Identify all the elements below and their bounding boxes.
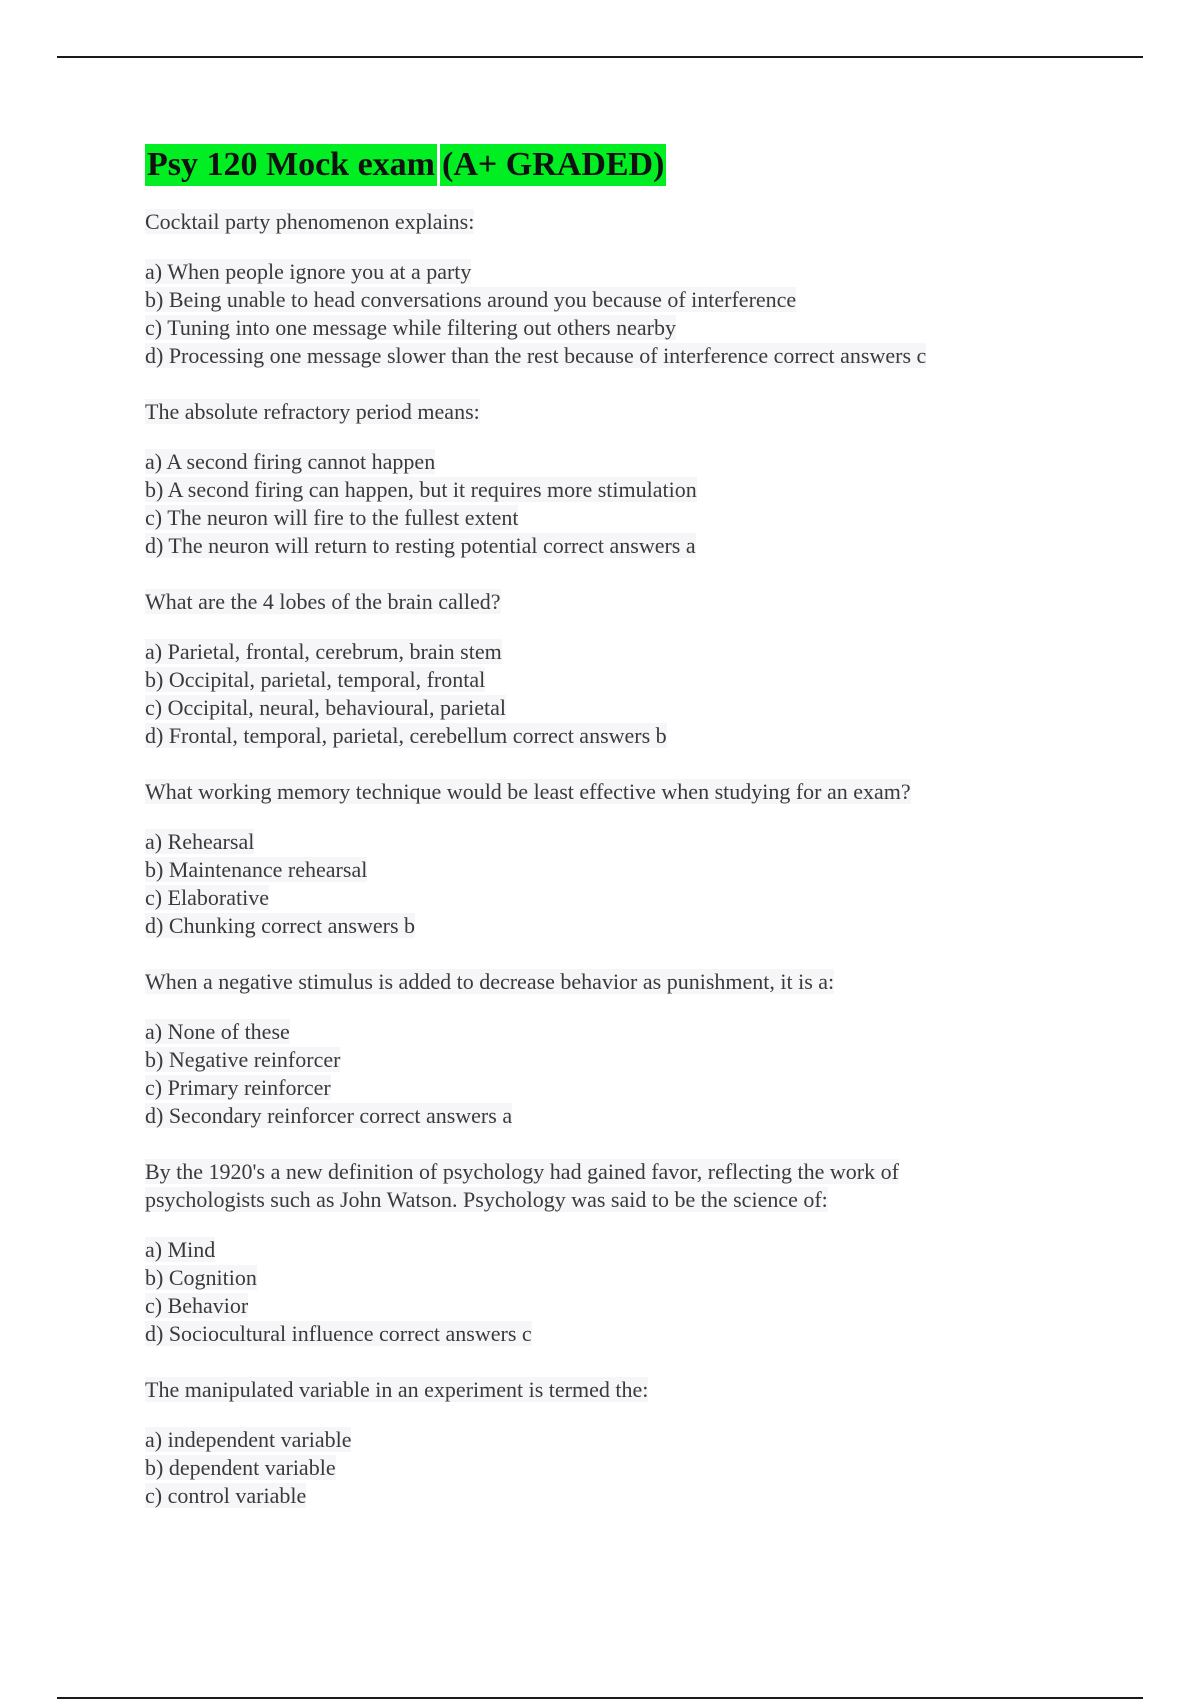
question-text: psychologists such as John Watson. Psychology was said to be the science of: <box>145 1187 828 1212</box>
question-text: By the 1920's a new definition of psychology had gained favor, reflecting the work of <box>145 1159 899 1184</box>
question-prompt <box>145 778 1075 806</box>
answer-options <box>145 638 1075 750</box>
answer-option: a) Parietal, frontal, cerebrum, brain stem <box>145 639 502 664</box>
answer-option: a) A second firing cannot happen <box>145 449 436 474</box>
page-title <box>145 144 1075 186</box>
document-body <box>145 144 1075 1538</box>
answer-option: d) Sociocultural influence correct answers c <box>145 1321 532 1346</box>
question-prompt <box>145 588 1075 616</box>
answer-option: d) Secondary reinforcer correct answers a <box>145 1103 513 1128</box>
answer-option: b) Occipital, parietal, temporal, frontal <box>145 667 486 692</box>
answer-options <box>145 1236 1075 1348</box>
question-text: When a negative stimulus is added to decrease behavior as punishment, it is a: <box>145 969 835 994</box>
question-prompt <box>145 398 1075 426</box>
answer-option: d) Frontal, temporal, parietal, cerebellum correct answers b <box>145 723 667 748</box>
title-part-2: (A+ GRADED) <box>440 144 666 186</box>
answer-option: c) Primary reinforcer <box>145 1075 331 1100</box>
answer-option: a) None of these <box>145 1019 290 1044</box>
question-block <box>145 1376 1075 1510</box>
question-block <box>145 208 1075 370</box>
answer-option: d) Chunking correct answers b <box>145 913 416 938</box>
answer-option: b) Maintenance rehearsal <box>145 857 368 882</box>
answer-option: b) Being unable to head conversations around you because of interference <box>145 287 797 312</box>
question-text: Cocktail party phenomenon explains: <box>145 209 475 234</box>
question-block <box>145 1158 1075 1348</box>
question-block <box>145 588 1075 750</box>
answer-option: a) independent variable <box>145 1427 352 1452</box>
answer-option: a) Rehearsal <box>145 829 255 854</box>
answer-option: c) Behavior <box>145 1293 249 1318</box>
answer-option: d) The neuron will return to resting potential correct answers a <box>145 533 696 558</box>
answer-option: b) A second firing can happen, but it requires more stimulation <box>145 477 697 502</box>
question-block <box>145 398 1075 560</box>
question-text: What are the 4 lobes of the brain called? <box>145 589 501 614</box>
answer-option: d) Processing one message slower than the rest because of interference correct answers c <box>145 343 927 368</box>
answer-option: c) Tuning into one message while filtering out others nearby <box>145 315 676 340</box>
answer-option: b) Negative reinforcer <box>145 1047 341 1072</box>
answer-option: c) Elaborative <box>145 885 269 910</box>
answer-options <box>145 448 1075 560</box>
question-prompt <box>145 208 1075 236</box>
answer-options <box>145 828 1075 940</box>
question-prompt <box>145 1376 1075 1404</box>
top-rule <box>57 56 1143 58</box>
answer-options <box>145 1426 1075 1510</box>
question-text: The absolute refractory period means: <box>145 399 480 424</box>
answer-option: c) Occipital, neural, behavioural, parietal <box>145 695 506 720</box>
answer-option: c) control variable <box>145 1483 307 1508</box>
question-block <box>145 968 1075 1130</box>
question-prompt <box>145 1158 1075 1214</box>
answer-option: a) Mind <box>145 1237 216 1262</box>
answer-option: a) When people ignore you at a party <box>145 259 472 284</box>
answer-options <box>145 258 1075 370</box>
question-text: The manipulated variable in an experiment is termed the: <box>145 1377 649 1402</box>
question-prompt <box>145 968 1075 996</box>
answer-option: c) The neuron will fire to the fullest extent <box>145 505 519 530</box>
title-part-1: Psy 120 Mock exam <box>145 144 437 186</box>
answer-options <box>145 1018 1075 1130</box>
question-block <box>145 778 1075 940</box>
bottom-rule <box>57 1697 1143 1699</box>
question-list <box>145 208 1075 1510</box>
answer-option: b) Cognition <box>145 1265 257 1290</box>
answer-option: b) dependent variable <box>145 1455 336 1480</box>
question-text: What working memory technique would be least effective when studying for an exam? <box>145 779 911 804</box>
